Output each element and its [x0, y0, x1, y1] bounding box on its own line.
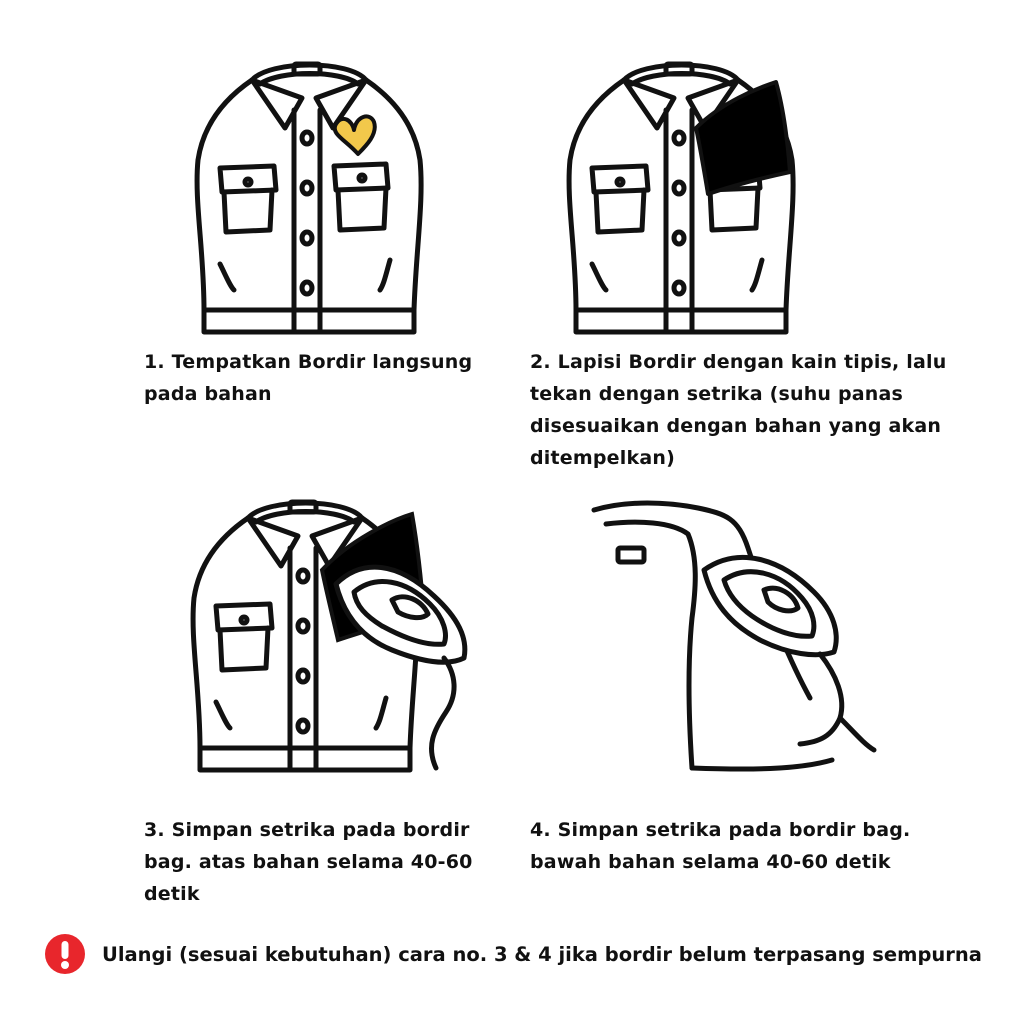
vest-drawing — [197, 64, 421, 332]
note-row — [44, 932, 984, 976]
step3-illustration — [186, 488, 476, 808]
iron-icon — [336, 567, 465, 768]
step4-caption: 4. Simpan setrika pada bordir bag. bawah bahan selama 40-60 detik — [530, 819, 911, 873]
step4-illustration — [588, 498, 880, 788]
step1-illustration — [190, 50, 430, 340]
heart-patch — [335, 116, 375, 154]
step2-illustration — [562, 50, 802, 340]
step1-caption: 1. Tempatkan Bordir langsung pada bahan — [144, 351, 473, 405]
note-text: Ulangi (sesuai kebutuhan) cara no. 3 & 4 jika bordir belum terpasang sempurna — [102, 942, 982, 966]
step3-caption: 3. Simpan setrika pada bordir bag. atas bahan selama 40-60 detik — [144, 819, 473, 905]
step2-caption: 2. Lapisi Bordir dengan kain tipis, lalu tekan dengan setrika (suhu panas disesuaikan dengan bahan yang akan ditempelkan) — [530, 351, 947, 469]
exclamation-icon — [44, 933, 86, 975]
thin-cloth — [696, 82, 790, 194]
